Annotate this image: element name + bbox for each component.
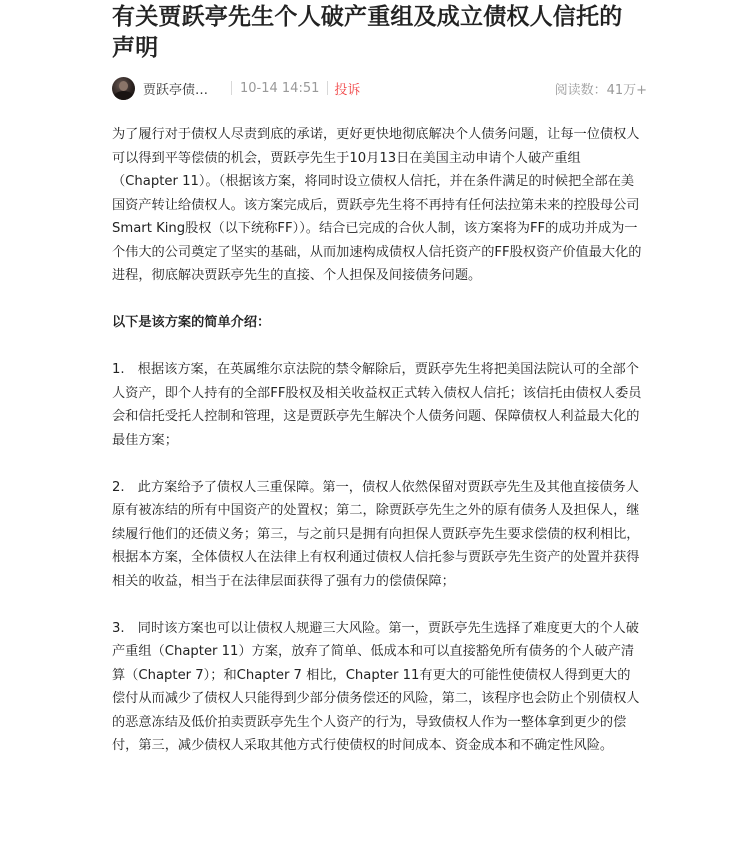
author-avatar[interactable] <box>112 77 135 100</box>
paragraph-point-1: 1. 根据该方案，在英属维尔京法院的禁令解除后，贾跃亭先生将把美国法院认可的全部个人资产，即个人持有的全部FF股权及相关收益权正式转入债权人信托；该信托由债权人委员会和信托受托人控制和管理，这是贾跃亭先生解决个人债务问题、保障债权人利益最大化的最佳方案； <box>112 362 642 448</box>
read-count: 阅读数：41万+ <box>554 82 647 98</box>
avatar-face-shape <box>119 81 128 91</box>
meta-divider <box>327 81 328 95</box>
article <box>112 0 647 103</box>
section-heading: 以下是该方案的简单介绍： <box>112 315 271 330</box>
avatar-shoulders-shape <box>114 91 133 100</box>
author-name[interactable]: 贾跃亭债… <box>143 82 209 98</box>
meta-divider <box>231 81 232 95</box>
paragraph-gap <box>112 452 642 476</box>
publish-time: 10-14 14:51 <box>240 80 320 96</box>
report-link[interactable]: 投诉 <box>334 82 361 98</box>
paragraph-gap <box>112 335 642 359</box>
paragraph-intro: 为了履行对于债权人尽责到底的承诺，更好更快地彻底解决个人债务问题，让每一位债权人可以得到平等偿债的机会，贾跃亭先生于10月13日在美国主动申请个人破产重组（Chapter 11）。（根据该方案，将同时设立债权人信托，并在条件满足的时候把全部在美国资产转让给债权人。该方案完成后，贾跃亭先生将不再持有任何法拉第未来的控股母公司Smart King股权（以下统称FF））。结合已完成的合伙人制，该方案将为FF的成功并成为一个伟大的公司奠定了坚实的基础，从而加速构成债权人信托资产的FF股权资产价值最大化的进程，彻底解决贾跃亭先生的直接、个人担保及间接债务问题。 <box>112 127 642 283</box>
article-title: 有关贾跃亭先生个人破产重组及成立债权人信托的声明 <box>112 4 623 61</box>
article-body <box>112 123 642 758</box>
paragraph-point-3: 3. 同时该方案也可以让债权人规避三大风险。第一，贾跃亭先生选择了难度更大的个人破产重组（Chapter 11）方案，放弃了简单、低成本和可以直接豁免所有债务的个人破产清算（Chapter 7）；和Chapter 7 相比，Chapter 11有更大的可能性使债权人得到更大的偿付从而减少了债权人只能得到少部分债务偿还的风险，第二，该程序也会防止个别债权人的恶意冻结及低价拍卖贾跃亭先生个人资产的行为，导致债权人作为一整体拿到更少的偿付，第三，减少债权人采取其他方式行使债权的时间成本、资金成本和不确定性风险。 <box>112 620 640 753</box>
article-meta <box>112 73 647 103</box>
paragraph-gap <box>112 593 642 617</box>
paragraph-gap <box>112 288 642 312</box>
paragraph-point-2: 2. 此方案给予了债权人三重保障。第一，债权人依然保留对贾跃亭先生及其他直接债务人原有被冻结的所有中国资产的处置权；第二，除贾跃亭先生之外的原有债务人及担保人，继续履行他们的还债义务；第三，与之前只是拥有向担保人贾跃亭先生要求偿债的权利相比，根据本方案，全体债权人在法律上有权利通过债权人信托参与贾跃亭先生资产的处置并获得相关的收益，相当于在法律层面获得了强有力的偿债保障； <box>112 479 640 589</box>
